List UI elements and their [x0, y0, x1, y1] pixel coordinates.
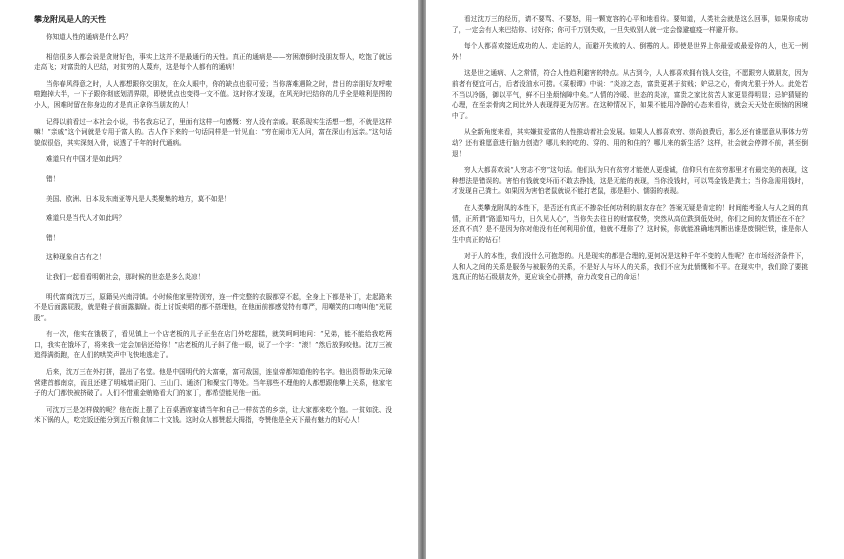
paragraph: 错！ — [46, 233, 60, 242]
left-page-content — [34, 14, 392, 432]
paragraph: 相信很多人都会说是贪财好色，事实上这并不是最通行的天性。真正的通病是——穷困潦倒时没朋友帮人，吃饱了就远走高飞；对富贵的人巴结，对贫穷的人蔑弃，这是每个人都有的通病！ — [34, 52, 392, 72]
page-divider — [418, 0, 426, 559]
paragraph: 这种现象自古有之！ — [46, 253, 106, 262]
paragraph: 穷人大都喜欢说“人穷志不穷”这句话。他们认为只有贫穷才能使人更虔诚，信仰只有在贫穷那里才有最完美的表现，这种想法是错误的。害怕有钱就变坏而不敢去挣钱，这是无能的表现，当你没钱时，可以骂金钱是粪土；当你急需用钱时，才发现自己粪土。如果因为害怕老鼠就说不能打老鼠，那是胆小、懦弱的表现。 — [452, 166, 808, 196]
paragraph: 你知道人性的通病是什么吗？ — [46, 33, 132, 41]
right-page — [426, 0, 844, 559]
paragraph: 难道只有中国才是如此吗？ — [46, 155, 126, 164]
left-page — [0, 0, 418, 559]
chapter-title: 攀龙附凤是人的天性 — [34, 14, 106, 24]
paragraph: 让我们一起看看明朝社会，那时候的世态是多么炎凉！ — [46, 272, 205, 281]
paragraph: 看过沈万三的经历，请不要骂、不要怒，用一颗宽容的心平和地看待。要知道，人类社会就是这么回事，如果你成功了，一定会有人来巴结你、讨好你；你可千万别失败，一旦失败别人就一定会像避瘟疫一样避开你。 — [452, 15, 808, 34]
paragraph: 有一次，他实在饿极了，看见镇上一个店老板的儿子正坐在店门外吃甜糕，就笑呵呵地问：“兄弟，能不能给我吃两口，我实在饿坏了，将来我一定会加倍还给你！”店老板的儿子斜了他一眼，说了一个字：“滚！”然后放狗咬他。沈万三被追得满街跑，在人们的哄笑声中飞快地逃走了。 — [34, 330, 392, 360]
paragraph: 在人类攀龙附凤的本性下，是否还有真正不掺杂任何功利的朋友存在？答案无疑是肯定的！时间能考验人与人之间的真情，正所谓“路遥知马力，日久见人心”，当你失去往日的财富权势，突然从高位跌到低处时，你们之间的友情还在不在？还真不真？是不是因为你对他没有任何利用价值，他就不理你了？这时候，你就能准确地判断出谁是废铜烂铁，谁是你人生中真正的钻石！ — [452, 203, 808, 244]
paragraph: 错！ — [46, 174, 60, 183]
paragraph: 记得以前看过一本社会小说，书名我忘记了，里面有这样一句感慨：穷人没有亲戚。联系现实生活想一想，不就是这样嘛！“亲戚”这个词就是专用于富人的。古人作下来的一句话同样是一针见血：“穷在闹市无人问，富在深山有远亲。”这句话貌似很俗，其实深刻入骨，说透了千年的时代通病。 — [34, 117, 392, 147]
paragraph: 美国、欧洲、日本及东南亚等凡是人类聚集的地方，莫不如是！ — [46, 194, 231, 203]
paragraph: 对于人的本性，我们没什么可抱怨的。凡是现实的都是合理的,更何况是这种千年不变的人性呢？在市场经济条件下，人和人之间的关系是服务与被服务的关系，不是好人与坏人的关系，我们不应为此愤慨和不平。在现实中，我们除了要挑选真正的钻石级朋友外，更应该全心拼搏，奋力改变自己的命运！ — [452, 252, 808, 282]
paragraph: 后来，沈万三在外打拼，混出了名堂。他是中国明代的大富豪，富可敌国，连皇帝都知道他的名字。他出资帮助朱元璋营建首都南京，而且还建了明城墙正阳门、三山门、通济门和聚宝门等处。当年那些不理他的人都想跟他攀上关系，他家宅子的大门都快被挤破了。人们不惜重金贿赂看大门的家丁，都希望能见他一面。 — [34, 368, 392, 398]
right-page-content — [452, 14, 808, 289]
paragraph: 难道只是当代人才如此吗？ — [46, 214, 126, 223]
paragraph: 当你春风得意之时，人人都想跟你交朋友，在众人眼中，你的缺点也很可爱；当你落难遇险之时，昔日的亲朋好友呼啦啦跑掉大半，一下子跟你彻底划清界限，即使优点也变得一文不值。这时你才发现，在风光时巴结你的几乎全是唯利是图的小人，困难时留在你身边的才是真正拿你当朋友的人！ — [34, 79, 392, 109]
paragraph: 从全新角度来看，其实嫌贫爱富的人性推动着社会发展。如果人人都喜欢穷、崇尚浪费后，那么还有谁愿意从事体力劳动？还有谁愿意进行脑力创造？哪儿来的吃的、穿的、用的和住的？哪儿来的新生活？这样，社会就会停滞不前，甚至倒退！ — [452, 128, 808, 158]
paragraph: 每个人都喜欢接近成功的人、走运的人，而避开失败的人、倒霉的人。即使是世界上你最爱或最爱你的人，也无一例外！ — [452, 42, 808, 61]
paragraph: 明代富商沈万三，原籍吴兴南浔镇。小时候他家里特别穷，连一件完整的衣服都穿不起，全身上下都是补丁，走起路来不是后面露屁股，就是鞋子前面露脚趾。街上讨饭卖唱的都不搭理他，在他面前都感觉特有尊严，用嘲笑的口吻叫他“光屁股”。 — [34, 292, 392, 322]
paragraph: 这是世之通病、人之常情，符合人性趋利避害的特点。从古到今，人人都喜欢拥有钱人交往，不愿跟穷人做朋友，因为前者有便宜可占，后者没油水可捞。《菜根谭》中说：“炎凉之态，富贵更甚于贫贱；妒忌之心，骨肉尤狠于外人。此处若不当以冷肠，御以平气，鲜不日坐烦恼障中矣。”人情的冷暖、世态的炎凉，富贵之家比贫苦人家更显得明显；忌妒猜疑的心理，在至亲骨肉之间比外人表现得更为厉害。在这种情况下，如果不能用冷静的心态来看待，就会天天处在烦恼的困境中了。 — [452, 69, 808, 120]
paragraph: 可沈万三是怎样做的呢？他在街上摆了上百桌酒席宴请当年和自己一样贫苦的乡亲，让大家都来吃个饱。一贫如洗、没米下锅的人，吃完饭还能分到五斤粮食加二十文钱。这时众人都赞起大拇指，夸赞他是全天下最有魅力的好心人！ — [34, 405, 392, 425]
